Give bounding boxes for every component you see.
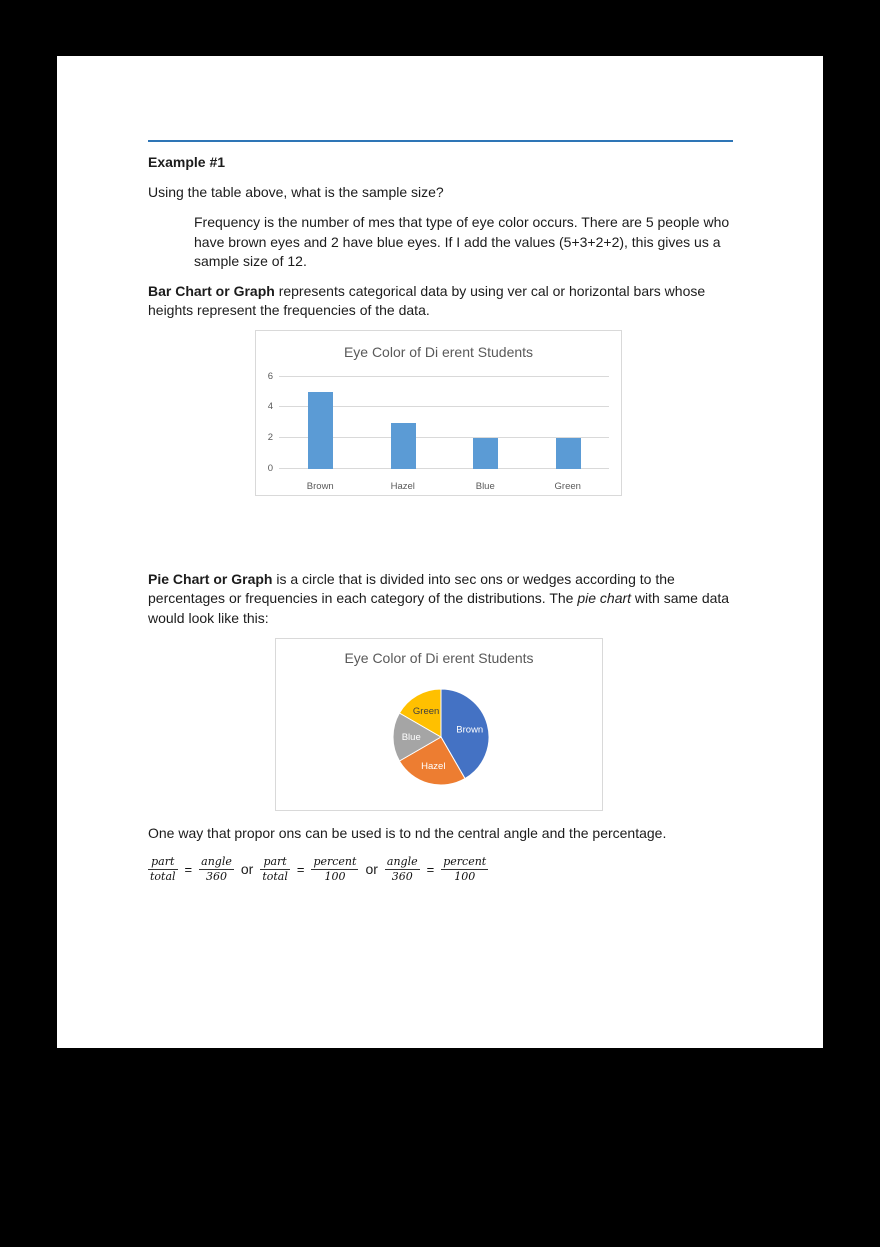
document-content [57,56,823,886]
pie-definition-text-1: is a circle that is divided into sec ons or wedges according to the percentages or frequencies in each category of the distributions. The [148,570,675,606]
fraction-denominator: total [262,870,288,883]
x-category-label: Brown [306,480,334,492]
y-tick-label: 0 [267,462,273,474]
bar [308,392,333,469]
pie-slice-label: Brown [456,724,484,736]
bar [556,438,581,469]
x-category-label: Hazel [390,480,415,492]
fraction-percent-100 [311,855,358,884]
equals-sign: = [426,861,435,877]
fraction-numerator: part [260,855,290,870]
fraction-denominator: total [150,870,176,883]
fraction-denominator: 360 [206,870,227,883]
pie-definition-text-2: with same data would look like this: [148,590,730,626]
answer-text: Frequency is the number of mes that type of eye color occurs. There are 5 people who have brown eyes and 2 have blue eyes. If I add the values (5+3+2+2), this gives us a sample size of 12. [194,214,730,269]
bar-definition-lead: Bar Chart or Graph [148,282,275,299]
y-tick-label: 6 [267,370,273,382]
proportion-text: One way that propor ons can be used is to nd the central angle and the percentage. [148,825,667,841]
document-page [57,56,823,1048]
fraction-percent-100 [441,855,488,884]
pie-slice-label: Hazel [421,760,446,772]
bar-chart [255,330,622,496]
formula-row [148,854,733,886]
y-tick-label: 2 [267,431,273,443]
bar-chart-definition [148,282,733,321]
pie-definition-lead: Pie Chart or Graph [148,570,273,587]
pie-chart-title: Eye Color of Di erent Students [344,650,534,666]
bar [391,423,416,469]
equals-sign: = [184,861,193,877]
or-word: or [365,860,378,877]
or-word: or [240,860,254,877]
fraction-denominator: 100 [454,870,476,883]
example-heading: Example #1 [148,154,226,170]
fraction-part-total [260,855,290,884]
bar-chart-title: Eye Color of Di erent Students [343,343,534,360]
fraction-numerator: percent [313,855,357,869]
fraction-angle-360 [385,855,420,884]
section-divider-rule [148,140,733,142]
pie-slice-label: Green [412,706,440,718]
x-category-label: Green [554,480,581,492]
fraction-denominator: 360 [391,870,413,883]
pie-definition-italic: pie chart [577,590,632,606]
fraction-angle-360 [199,855,234,884]
fraction-part-total [148,855,178,884]
bar [473,438,498,469]
gridline [279,376,609,377]
x-category-label: Blue [475,480,495,492]
fraction-numerator: angle [201,855,232,869]
bar-chart-plot-area [267,370,609,492]
question-text: Using the table above, what is the sample size? [148,183,444,200]
y-tick-label: 4 [267,401,273,413]
fraction-numerator: angle [386,855,418,869]
fraction-numerator: part [148,855,178,870]
fraction-denominator: 100 [324,870,346,883]
pie-chart-definition [148,570,733,629]
fraction-numerator: percent [443,855,487,869]
pie-slice-label: Blue [401,732,421,743]
equals-sign: = [296,861,305,877]
bar-definition-rest: represents categorical data by using ver cal or horizontal bars whose heights represent the frequencies of the data. [148,282,706,318]
pie-chart-plot-area [276,667,604,807]
pie-chart [275,638,603,811]
